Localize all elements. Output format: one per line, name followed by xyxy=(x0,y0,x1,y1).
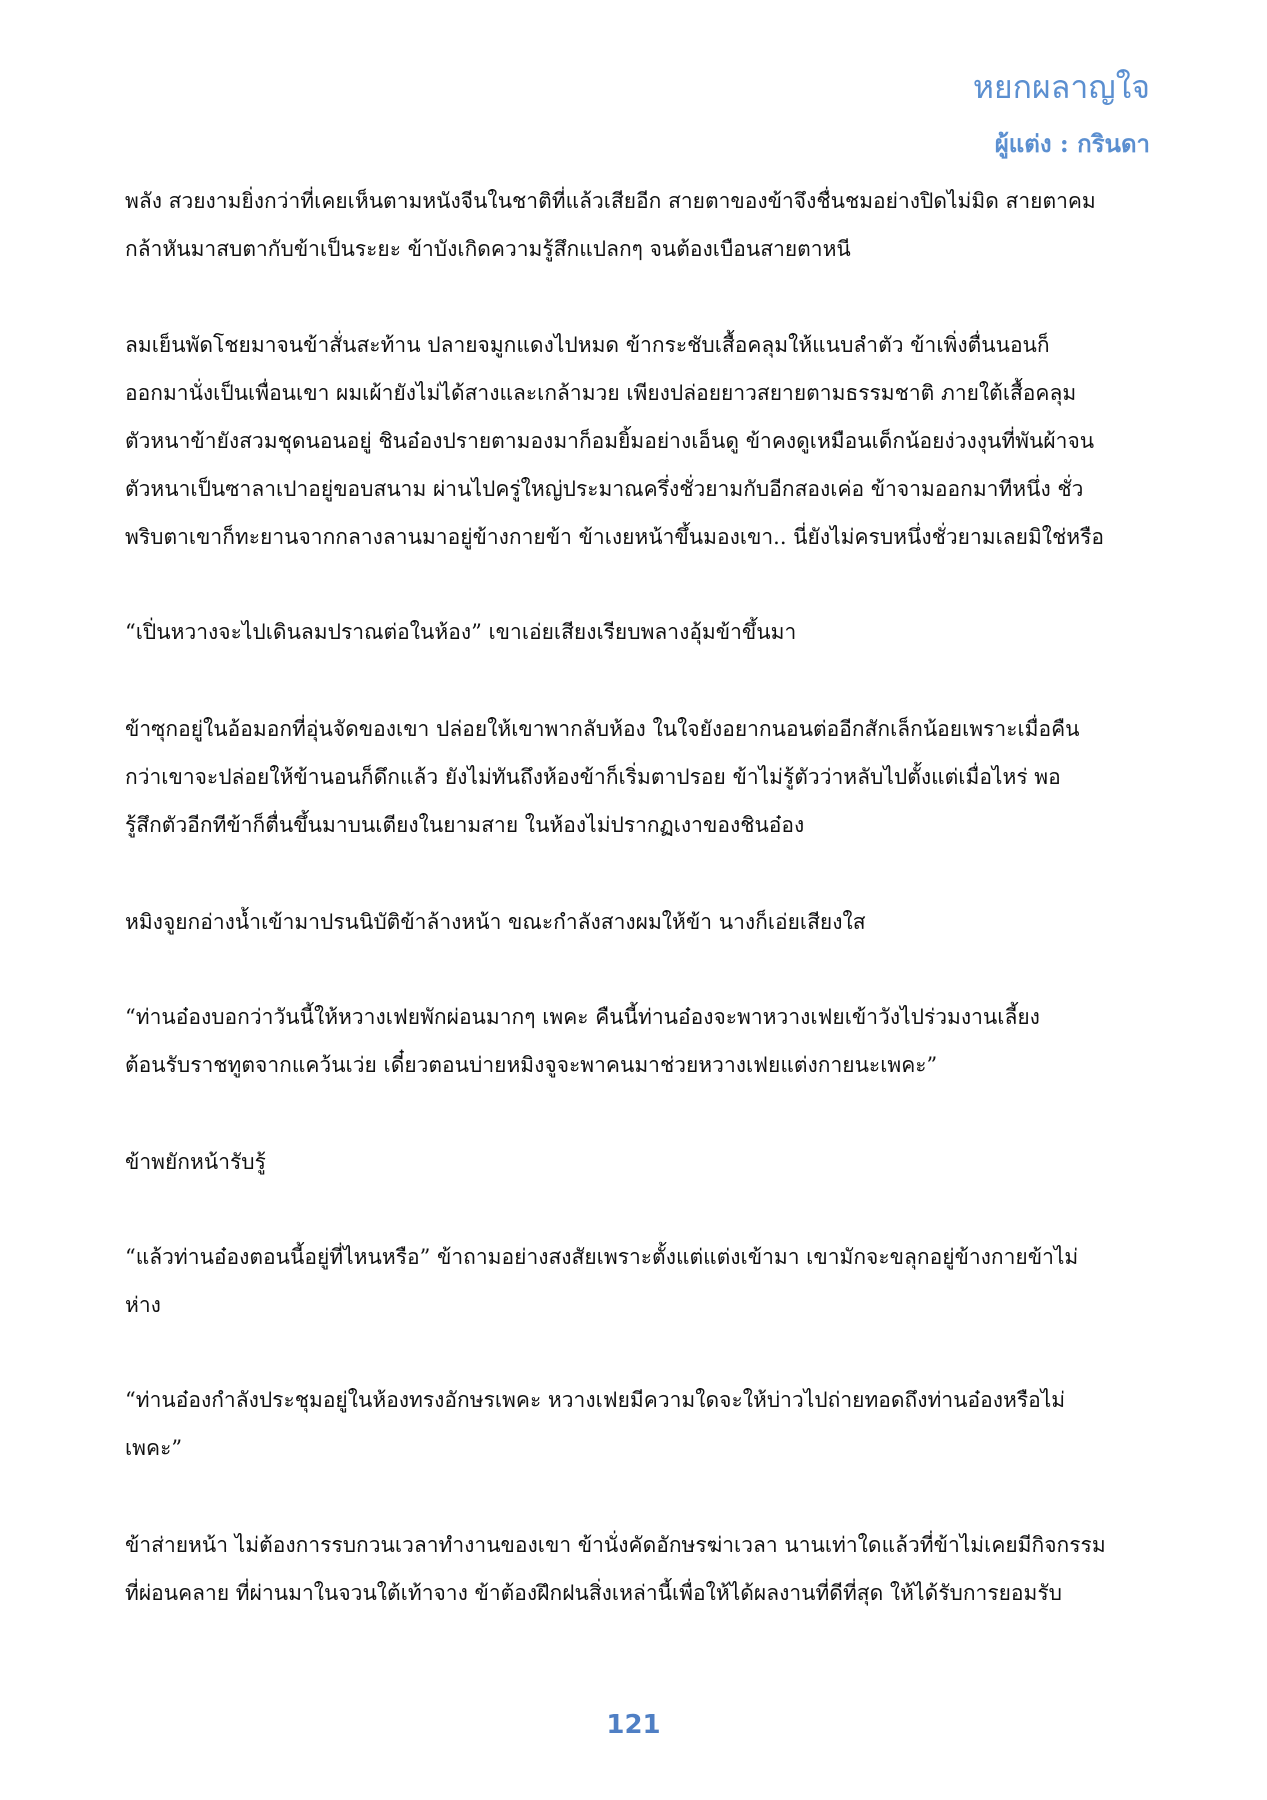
text-line: ตัวหนาเป็นซาลาเปาอยู่ขอบสนาม ผ่านไปครู่ใหญ่ประมาณครึ่งชั่วยามกับอีกสองเค่อ ข้าจามออกมาทีหนึ่ง ชั่ว xyxy=(125,477,1084,501)
text-line: หมิงจูยกอ่างน้ำเข้ามาปรนนิบัติข้าล้างหน้า ขณะกำลังสางผมให้ข้า นางก็เอ่ยเสียงใส xyxy=(125,910,866,934)
book-title: หยกผลาญใจ xyxy=(972,68,1150,106)
text-line: พลัง สวยงามยิ่งกว่าที่เคยเห็นตามหนังจีนในชาติที่แล้วเสียอีก สายตาของข้าจึงชื่นชมอย่างปิดไม่มิด สายตาคม xyxy=(125,189,1096,213)
text-line: ที่ผ่อนคลาย ที่ผ่านมาในจวนใต้เท้าจาง ข้าต้องฝึกฝนสิ่งเหล่านี้เพื่อให้ได้ผลงานที่ดีที่สุด ให้ได้รับการยอมรับ xyxy=(125,1581,1062,1605)
text-line: กว่าเขาจะปล่อยให้ข้านอนก็ดึกแล้ว ยังไม่ทันถึงห้องข้าก็เริ่มตาปรอย ข้าไม่รู้ตัวว่าหลับไปตั้งแต่เมื่อไหร่ พอ xyxy=(125,765,1061,789)
author-line: ผู้แต่ง : กรินดา xyxy=(994,129,1150,158)
text-line: ตัวหนาข้ายังสวมชุดนอนอยู่ ชินอ๋องปรายตามองมาก็อมยิ้มอย่างเอ็นดู ข้าคงดูเหมือนเด็กน้อยง่วงงุนที่พันผ้าจน xyxy=(125,429,1095,453)
text-line: ข้าพยักหน้ารับรู้ xyxy=(125,1150,266,1174)
text-line: ข้าส่ายหน้า ไม่ต้องการรบกวนเวลาทำงานของเขา ข้านั่งคัดอักษรฆ่าเวลา นานเท่าใดแล้วที่ข้าไม่เคยมีกิจกรรม xyxy=(125,1533,1106,1557)
text-line: “ท่านอ๋องกำลังประชุมอยู่ในห้องทรงอักษรเพคะ หวางเฟยมีความใดจะให้บ่าวไปถ่ายทอดถึงท่านอ๋องหรือไม่ xyxy=(125,1388,1066,1412)
text-line: ห่าง xyxy=(125,1293,161,1317)
text-line: รู้สึกตัวอีกทีข้าก็ตื่นขึ้นมาบนเตียงในยามสาย ในห้องไม่ปรากฏเงาของชินอ๋อง xyxy=(125,813,805,837)
text-line: “แล้วท่านอ๋องตอนนี้อยู่ที่ไหนหรือ” ข้าถามอย่างสงสัยเพราะตั้งแต่แต่งเข้ามา เขามักจะขลุกอยู่ข้างกายข้าไม่ xyxy=(125,1245,1079,1269)
text-line: ออกมานั่งเป็นเพื่อนเขา ผมเผ้ายังไม่ได้สางและเกล้ามวย เพียงปล่อยยาวสยายตามธรรมชาติ ภายใต้เสื้อคลุม xyxy=(125,381,1077,405)
text-line: เพคะ” xyxy=(125,1436,183,1460)
text-line: “ท่านอ๋องบอกว่าวันนี้ให้หวางเฟยพักผ่อนมากๆ เพคะ คืนนี้ท่านอ๋องจะพาหวางเฟยเข้าวังไปร่วมงานเลี้ยง xyxy=(125,1005,1040,1029)
text-line: ลมเย็นพัดโชยมาจนข้าสั่นสะท้าน ปลายจมูกแดงไปหมด ข้ากระชับเสื้อคลุมให้แนบลำตัว ข้าเพิ่งตื่นนอนก็ xyxy=(125,333,1050,357)
page-number: 121 xyxy=(606,1710,661,1740)
text-line: ต้อนรับราชทูตจากแคว้นเว่ย เดี๋ยวตอนบ่ายหมิงจูจะพาคนมาช่วยหวางเฟยแต่งกายนะเพคะ” xyxy=(125,1053,938,1077)
text-line: กล้าหันมาสบตากับข้าเป็นระยะ ข้าบังเกิดความรู้สึกแปลกๆ จนต้องเบือนสายตาหนี xyxy=(125,237,851,261)
text-line: “เปิ่นหวางจะไปเดินลมปราณต่อในห้อง” เขาเอ่ยเสียงเรียบพลางอุ้มข้าขึ้นมา xyxy=(125,620,797,644)
text-line: ข้าซุกอยู่ในอ้อมอกที่อุ่นจัดของเขา ปล่อยให้เขาพากลับห้อง ในใจยังอยากนอนต่ออีกสักเล็กน้อยเพราะเมื่อคืน xyxy=(125,717,1080,741)
text-line: พริบตาเขาก็ทะยานจากกลางลานมาอยู่ข้างกายข้า ข้าเงยหน้าขึ้นมองเขา.. นี่ยังไม่ครบหนึ่งชั่วยามเลยมิใช่หรือ xyxy=(125,525,1105,549)
